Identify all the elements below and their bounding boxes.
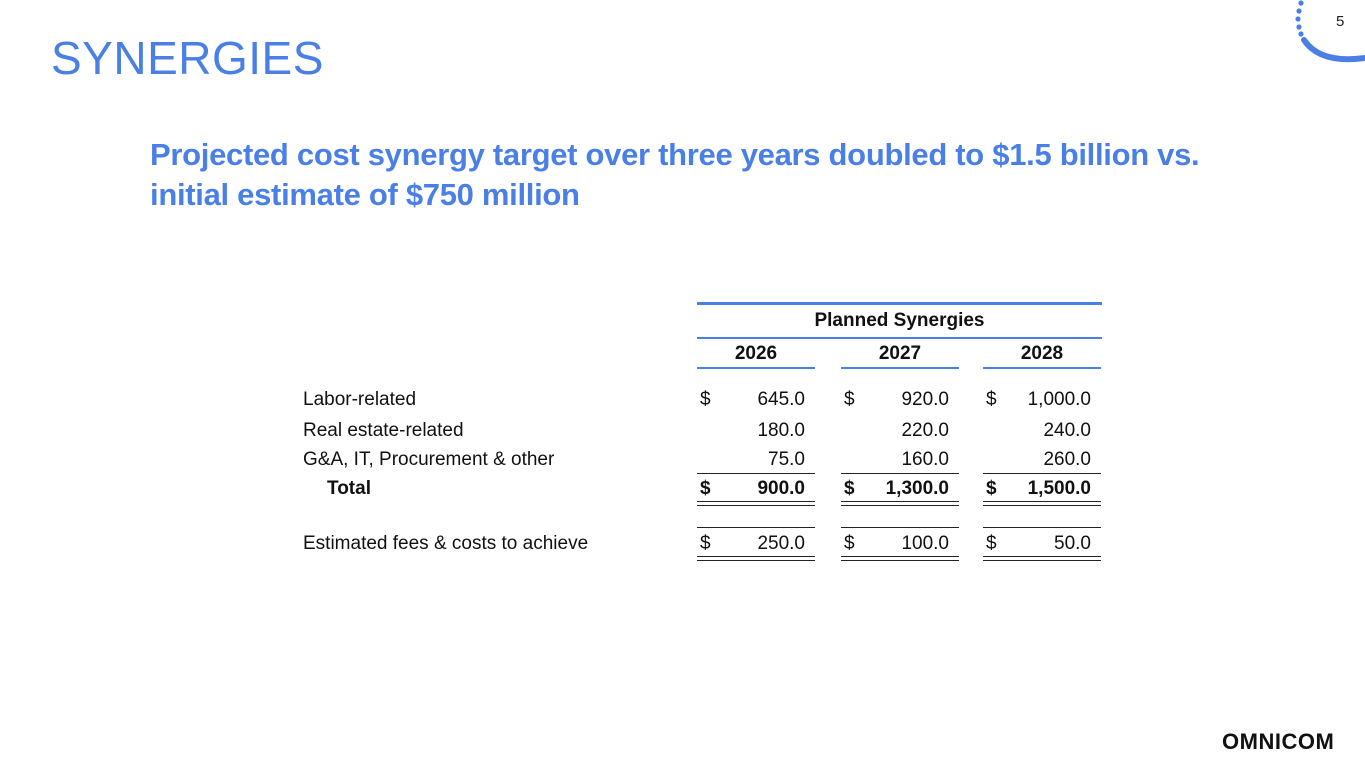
currency-symbol: $ [700,478,711,499]
table-cell-total: 1,300.0 [885,478,949,499]
currency-symbol: $ [986,533,997,554]
total-double-rule [697,501,815,506]
currency-symbol: $ [700,389,711,410]
subtotal-rule [983,473,1101,474]
currency-symbol: $ [844,389,855,410]
table-cell: 250.0 [757,533,805,554]
fees-top-rule [841,527,959,528]
row-label-real-estate: Real estate-related [303,420,464,441]
fees-top-rule [983,527,1101,528]
row-label-ga-it-procurement: G&A, IT, Procurement & other [303,449,555,470]
subtotal-rule [841,473,959,474]
fees-double-rule [983,556,1101,561]
table-cell: 160.0 [901,449,949,470]
table-cell: 220.0 [901,420,949,441]
year-header-2028: 2028 [1020,343,1064,364]
table-cell: 260.0 [1043,449,1091,470]
fees-top-rule [697,527,815,528]
corner-arc-decoration [1290,0,1365,66]
table-cell-total: 900.0 [757,478,805,499]
year-rule-2028 [983,367,1101,369]
row-label-fees-costs: Estimated fees & costs to achieve [303,533,589,554]
planned-synergies-header: Planned Synergies [814,310,985,331]
row-label-labor: Labor-related [303,389,417,410]
omnicom-logo: OMNICOM [1222,729,1335,754]
year-header-2026: 2026 [734,343,778,364]
header-top-rule [697,302,1102,305]
table-cell: 645.0 [757,389,805,410]
currency-symbol: $ [700,533,711,554]
table-cell: 180.0 [757,420,805,441]
header-mid-rule [697,337,1102,339]
total-double-rule [983,501,1101,506]
currency-symbol: $ [844,533,855,554]
table-cell: 50.0 [1054,533,1091,554]
year-header-2027: 2027 [878,343,922,364]
currency-symbol: $ [844,478,855,499]
year-rule-2026 [697,367,815,369]
subtotal-rule [697,473,815,474]
currency-symbol: $ [986,478,997,499]
table-cell: 920.0 [901,389,949,410]
slide-title: SYNERGIES [51,32,324,84]
table-cell: 75.0 [768,449,805,470]
fees-double-rule [841,556,959,561]
fees-double-rule [697,556,815,561]
currency-symbol: $ [986,389,997,410]
table-cell: 240.0 [1043,420,1091,441]
table-cell-total: 1,500.0 [1027,478,1091,499]
page-number: 5 [1336,13,1345,30]
year-rule-2027 [841,367,959,369]
table-cell: 100.0 [901,533,949,554]
row-label-total: Total [327,478,371,499]
table-cell: 1,000.0 [1027,389,1091,410]
headline: Projected cost synergy target over three years doubled to $1.5 billion vs. initial estimate of $750 million [150,137,1200,212]
total-double-rule [841,501,959,506]
